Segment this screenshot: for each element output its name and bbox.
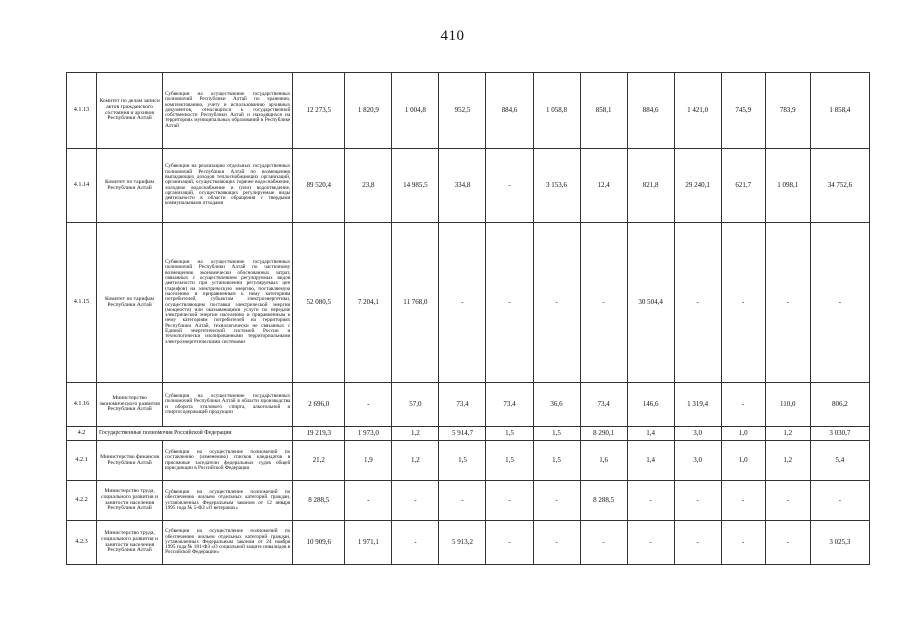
row-organization: Комитет по тарифам Республики Алтай: [97, 149, 163, 223]
row-description: Субвенции на осуществление полномочий по обеспечению жильем отдельных категорий граждан, установленных Федеральным законом от 12 января 1995 года № 5-ФЗ «О ветеранах»: [163, 481, 293, 521]
value-col-7: -: [580, 223, 627, 383]
value-col-11: 1,2: [765, 441, 810, 481]
value-col-11: 1 098,1: [765, 149, 810, 223]
value-col-9: 1 319,4: [674, 383, 721, 427]
table-row: [67, 481, 870, 521]
value-col-10: 1,0: [721, 427, 765, 441]
value-col-5: 884,6: [486, 73, 533, 149]
value-col-3: 11 768,0: [392, 223, 439, 383]
value-col-6: 1 058,8: [533, 73, 580, 149]
value-col-12: 5,4: [810, 441, 869, 481]
row-description: Субвенции на осуществление государственных полномочий Республики Алтай по частичному возмещению экономически обоснованных затрат, связанных с осуществлением регулируемых видов деятельности при установлении регулируемых цен (тарифов) на электрическую энергию, поставляемую населению и приравненным к нему категориям потребителей, субъектам электроэнергетики, осуществляющим поставки электрической энергии (мощности) или оказывающими услуги по передаче электрической энергии населению и приравненным к нему категориям потребителей на территориях Республики Алтай, технологически не связанных с Единой энергетической системой России и технологически изолированными территориальными электроэнергетическими системами: [163, 223, 293, 383]
row-organization: Министерство финансов Республики Алтай: [97, 441, 163, 481]
value-col-6: 3 153,6: [533, 149, 580, 223]
value-col-4: 5 914,7: [439, 427, 486, 441]
row-code: 4.2: [67, 427, 97, 441]
value-col-3: 1,2: [392, 427, 439, 441]
value-col-5: 73,4: [486, 383, 533, 427]
row-code: 4.2.3: [67, 521, 97, 565]
table-body: [67, 73, 870, 565]
value-col-4: 1,5: [439, 441, 486, 481]
value-col-9: 29 240,1: [674, 149, 721, 223]
value-col-10: 621,7: [721, 149, 765, 223]
value-col-8: 1,4: [627, 427, 674, 441]
table-row: [67, 73, 870, 149]
value-col-8: 30 504,4: [627, 223, 674, 383]
value-total: 2 696,0: [293, 383, 345, 427]
row-description: Субвенции на осуществление государственных полномочий Республики Алтай в области производства и оборота этилового спирта, алкогольной и спиртосодержащей продукции: [163, 383, 293, 427]
value-col-7: -: [580, 521, 627, 565]
value-col-11: 1,2: [765, 427, 810, 441]
row-code: 4.2.2: [67, 481, 97, 521]
value-col-4: 952,5: [439, 73, 486, 149]
value-col-3: 57,0: [392, 383, 439, 427]
row-description: Государственные полномочия Российской Федерации: [97, 427, 293, 441]
row-code: 4.1.13: [67, 73, 97, 149]
value-col-12: -: [810, 481, 869, 521]
value-col-5: 1,5: [486, 441, 533, 481]
page-number: 410: [440, 28, 465, 44]
value-col-6: 1,5: [533, 427, 580, 441]
value-col-7: 8 290,1: [580, 427, 627, 441]
table-row: [67, 521, 870, 565]
value-col-7: 1,6: [580, 441, 627, 481]
value-col-4: 334,8: [439, 149, 486, 223]
value-col-5: -: [486, 149, 533, 223]
table-row: [67, 149, 870, 223]
row-description: Субвенции на осуществление полномочий по составлению (изменению) списков кандидатов в присяжные заседатели федеральных судов общей юрисдикции в Российской Федерации: [163, 441, 293, 481]
row-code: 4.1.14: [67, 149, 97, 223]
value-col-7: 858,1: [580, 73, 627, 149]
value-col-11: 783,9: [765, 73, 810, 149]
value-col-9: -: [674, 223, 721, 383]
value-col-3: 1,2: [392, 441, 439, 481]
value-col-12: 34 752,6: [810, 149, 869, 223]
value-col-6: 36,6: [533, 383, 580, 427]
value-total: 12 273,5: [293, 73, 345, 149]
value-total: 89 520,4: [293, 149, 345, 223]
value-col-3: -: [392, 481, 439, 521]
value-col-10: -: [721, 383, 765, 427]
row-code: 4.1.16: [67, 383, 97, 427]
row-code: 4.2.1: [67, 441, 97, 481]
value-col-7: 8 288,5: [580, 481, 627, 521]
value-col-5: -: [486, 521, 533, 565]
value-col-11: -: [765, 521, 810, 565]
table-row: [67, 223, 870, 383]
row-organization: Министерство труда, социального развития и занятости населения Республики Алтай: [97, 521, 163, 565]
value-total: 52 080,5: [293, 223, 345, 383]
row-organization: Министерство труда, социального развития и занятости населения Республики Алтай: [97, 481, 163, 521]
row-description: Субвенции на осуществление полномочий по обеспечению жильем отдельных категорий граждан, установленных Федеральным законом от 24 ноября 1995 года № 181-ФЗ «О социальной защите инвалидов в Российской Федерации»: [163, 521, 293, 565]
value-col-4: 73,4: [439, 383, 486, 427]
value-col-2: 1 973,0: [345, 427, 392, 441]
value-col-2: 23,8: [345, 149, 392, 223]
row-organization: Министерство экономического развития Республики Алтай: [97, 383, 163, 427]
value-col-12: 806,2: [810, 383, 869, 427]
value-col-10: -: [721, 481, 765, 521]
value-col-3: 14 985,5: [392, 149, 439, 223]
value-total: 10 909,6: [293, 521, 345, 565]
value-col-5: -: [486, 481, 533, 521]
value-total: 19 219,3: [293, 427, 345, 441]
value-col-8: -: [627, 521, 674, 565]
value-col-10: 745,9: [721, 73, 765, 149]
value-col-2: -: [345, 383, 392, 427]
row-organization: Комитет по делам записи актов гражданского состояния и архивов Республики Алтай: [97, 73, 163, 149]
value-col-6: -: [533, 223, 580, 383]
value-col-6: -: [533, 521, 580, 565]
value-col-11: 110,0: [765, 383, 810, 427]
value-col-5: -: [486, 223, 533, 383]
value-col-11: -: [765, 223, 810, 383]
value-col-9: -: [674, 481, 721, 521]
value-col-3: -: [392, 521, 439, 565]
value-col-7: 73,4: [580, 383, 627, 427]
value-col-5: 1,5: [486, 427, 533, 441]
value-col-10: -: [721, 521, 765, 565]
value-col-4: 5 913,2: [439, 521, 486, 565]
value-col-9: 3,0: [674, 427, 721, 441]
value-total: 21,2: [293, 441, 345, 481]
value-col-6: -: [533, 481, 580, 521]
value-col-4: -: [439, 481, 486, 521]
value-col-8: 146,6: [627, 383, 674, 427]
table-row: [67, 383, 870, 427]
value-col-8: 884,6: [627, 73, 674, 149]
row-organization: Комитет по тарифам Республики Алтай: [97, 223, 163, 383]
value-col-7: 12,4: [580, 149, 627, 223]
budget-table: [66, 72, 870, 565]
value-col-12: -: [810, 223, 869, 383]
value-col-10: -: [721, 223, 765, 383]
value-col-10: 1,0: [721, 441, 765, 481]
value-col-12: 1 858,4: [810, 73, 869, 149]
table-row-subtotal: [67, 427, 870, 441]
value-col-9: 1 421,0: [674, 73, 721, 149]
row-description: Субвенции на реализацию отдельных государственных полномочий Республики Алтай по возмещению выпадающих доходов теплоснабжающих организаций, организаций, осуществляющих горячее водоснабжение, холодное водоснабжение и (или) водоотведение, организаций, осуществляющих регулируемые виды деятельности в области обращения с твердыми коммунальными отходами: [163, 149, 293, 223]
value-col-4: -: [439, 223, 486, 383]
value-col-9: 3,0: [674, 441, 721, 481]
value-col-8: -: [627, 481, 674, 521]
value-col-3: 1 004,8: [392, 73, 439, 149]
value-col-6: 1,5: [533, 441, 580, 481]
table-row: [67, 441, 870, 481]
value-col-11: -: [765, 481, 810, 521]
value-col-8: 821,8: [627, 149, 674, 223]
value-col-2: -: [345, 481, 392, 521]
value-total: 8 288,5: [293, 481, 345, 521]
row-code: 4.1.15: [67, 223, 97, 383]
value-col-8: 1,4: [627, 441, 674, 481]
value-col-2: 1 820,9: [345, 73, 392, 149]
value-col-12: 3 030,7: [810, 427, 869, 441]
value-col-2: 1,9: [345, 441, 392, 481]
row-description: Субвенции на осуществление государственных полномочий Республики Алтай по хранению, комплектованию, учету и использованию архивных документов, относящихся к государственной собственности Республики Алтай и находящихся на территориях муниципальных образований в Республике Алтай: [163, 73, 293, 149]
value-col-2: 7 204,1: [345, 223, 392, 383]
value-col-2: 1 971,1: [345, 521, 392, 565]
value-col-12: 3 025,3: [810, 521, 869, 565]
value-col-9: -: [674, 521, 721, 565]
